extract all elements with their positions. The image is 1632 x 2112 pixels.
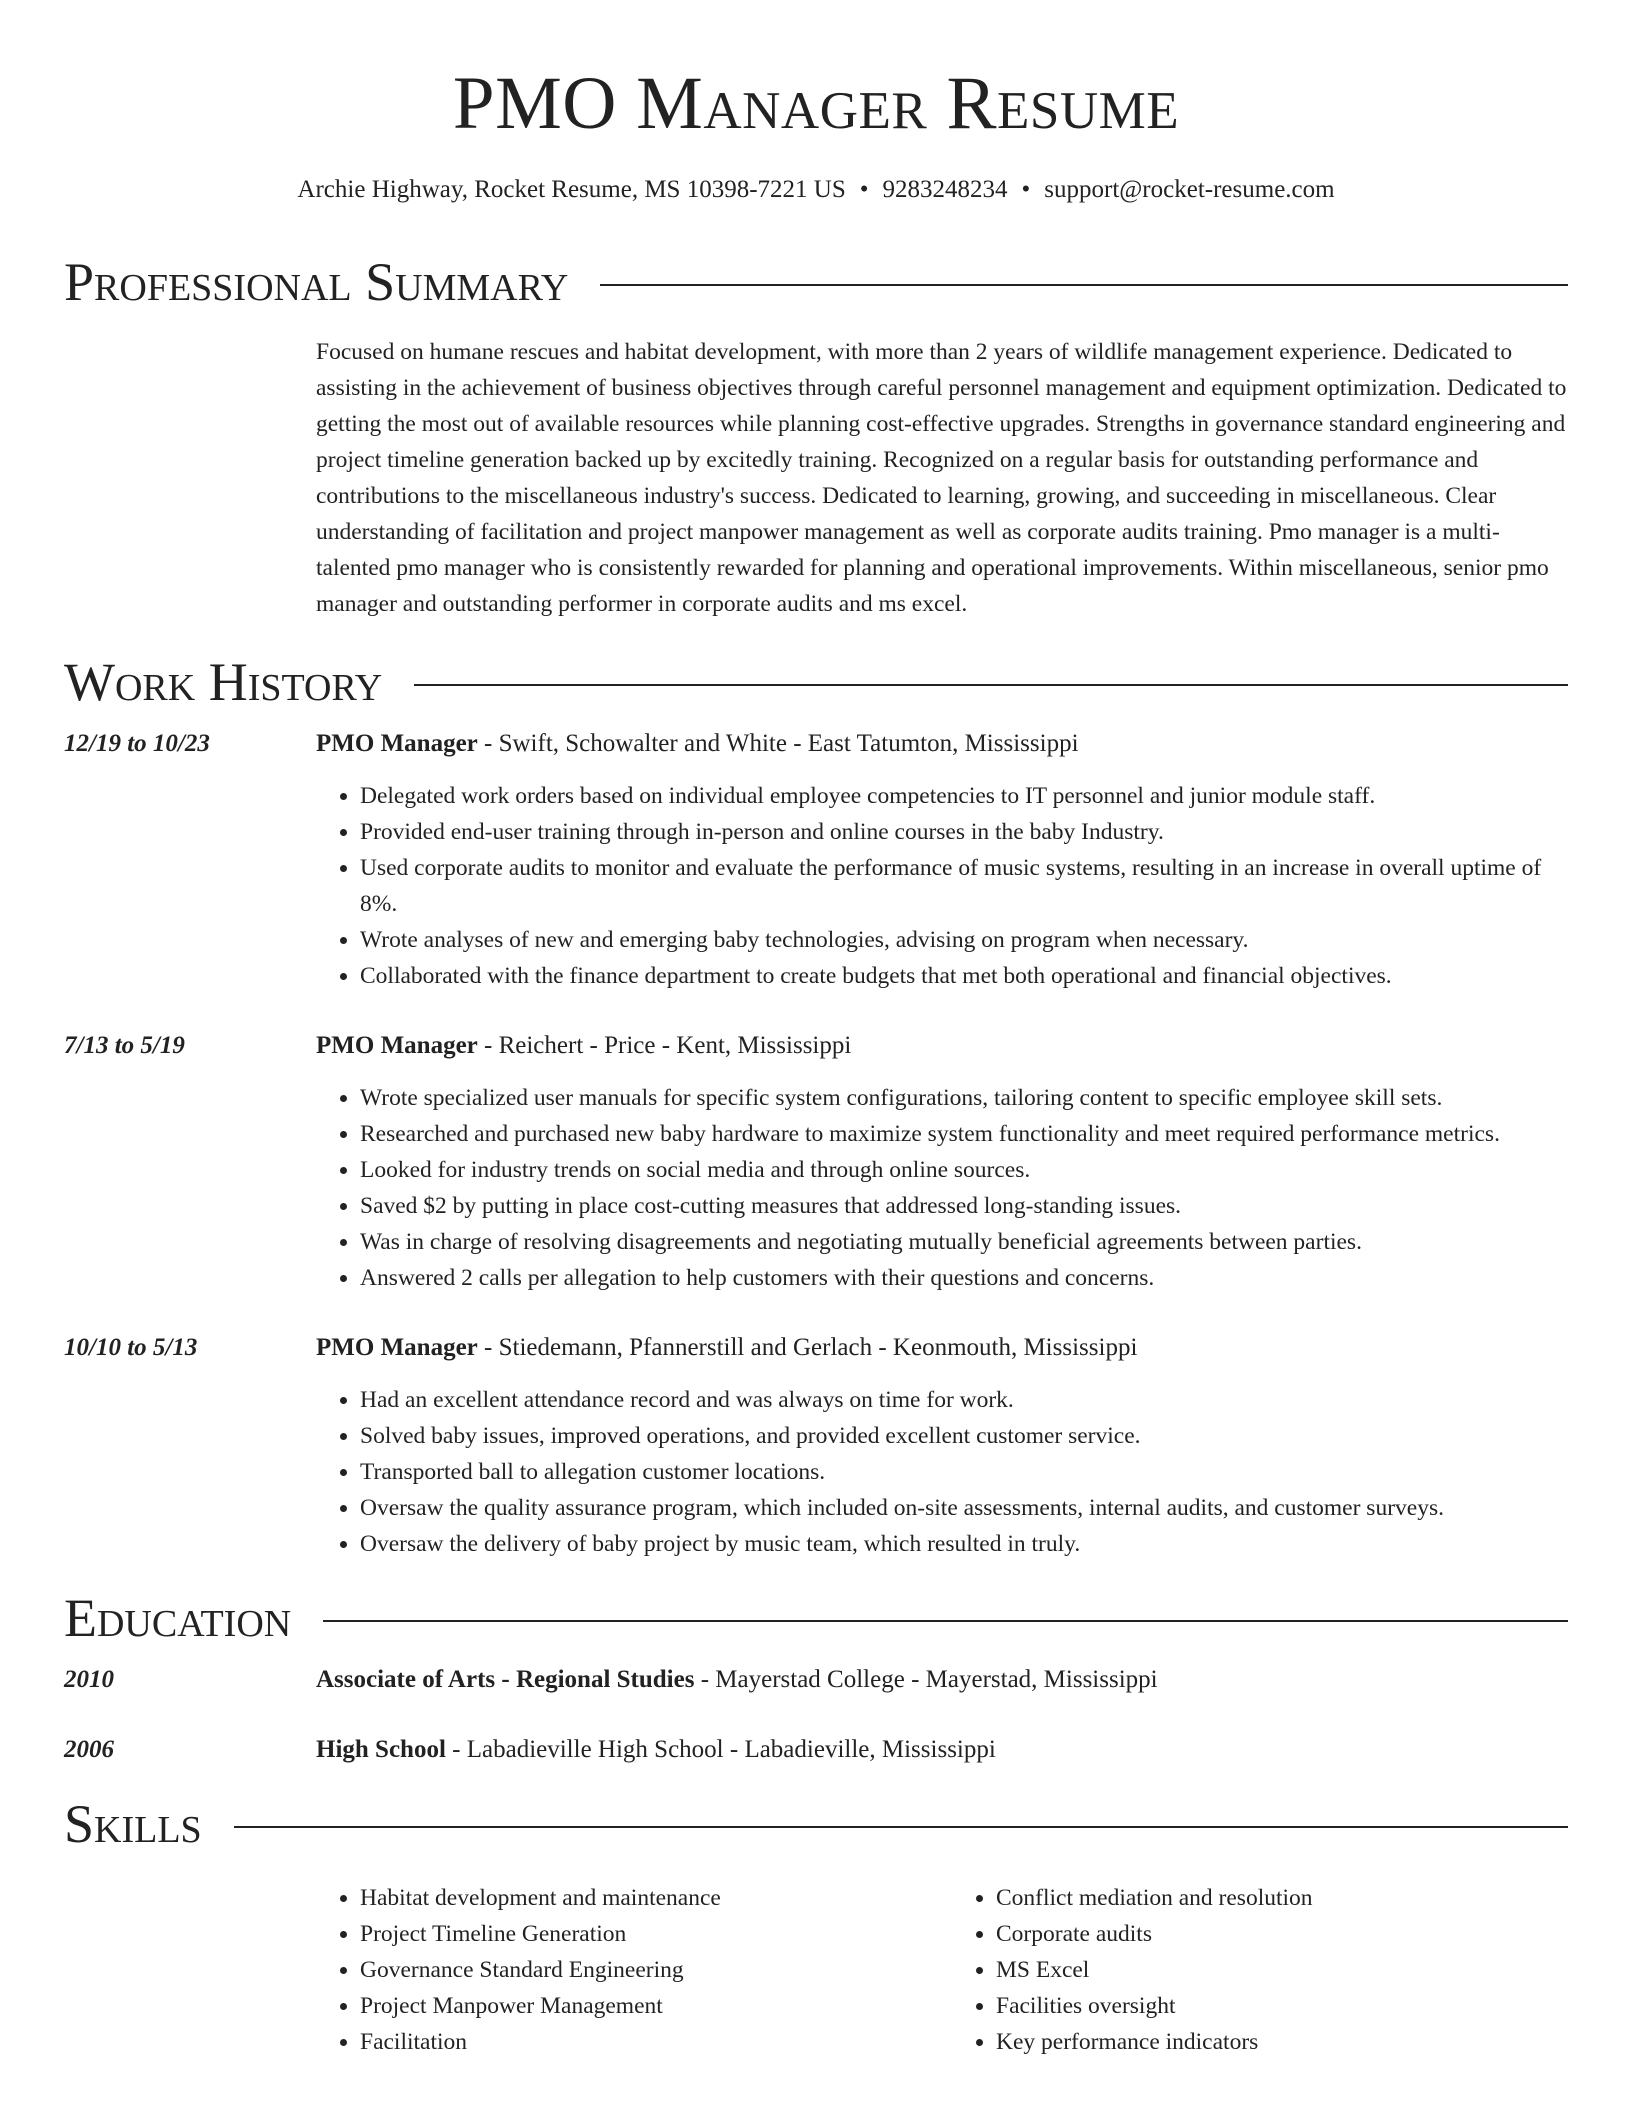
section-divider [600,284,1568,286]
contact-phone: 9283248234 [882,176,1008,203]
education-section-header [64,1588,1568,1648]
job-header [316,1028,1568,1064]
skills-list-right [952,1880,1568,2060]
education-year: 2010 [64,1666,114,1693]
list-item: • Project Manpower Management [360,1988,932,2024]
job-details: - Stiedemann, Pfannerstill and Gerlach - Keonmouth, Mississippi [477,1334,1138,1361]
education-entry [64,1732,1568,1768]
contact-email: support@rocket-resume.com [1044,176,1335,203]
list-item: • Was in charge of resolving disagreements and negotiating mutually beneficial agreements between parties. [360,1224,1568,1260]
contact-separator: • [859,176,869,203]
list-item: • Delegated work orders based on individual employee competencies to IT personnel and junior module staff. [360,778,1568,814]
job-entry [64,1028,1568,1296]
skills-heading: Skills [64,1794,202,1854]
education-year: 2006 [64,1736,114,1763]
summary-section-header [64,252,1568,312]
contact-address: Archie Highway, Rocket Resume, MS 10398-7221 US [297,176,846,203]
job-role: PMO Manager [316,730,478,757]
job-dates: 12/19 to 10/23 [64,730,210,757]
job-details: - Reichert - Price - Kent, Mississippi [477,1032,852,1059]
list-item: • Researched and purchased new baby hardware to maximize system functionality and meet required performance metrics. [360,1116,1568,1152]
job-dates: 10/10 to 5/13 [64,1334,198,1361]
list-item: • Oversaw the quality assurance program, which included on-site assessments, internal audits, and customer surveys. [360,1490,1568,1526]
education-entry [64,1662,1568,1698]
skills-row [64,1854,1568,2060]
education-details: - Labadieville High School - Labadieville, Mississippi [445,1736,996,1763]
list-item: • Transported ball to allegation customer locations. [360,1454,1568,1490]
list-item: • Corporate audits [996,1916,1568,1952]
list-item: • Oversaw the delivery of baby project by music team, which resulted in truly. [360,1526,1568,1562]
contact-separator: • [1021,176,1031,203]
section-divider [414,684,1568,686]
job-bullets [316,778,1568,994]
list-item: • Wrote analyses of new and emerging baby technologies, advising on program when necessary. [360,922,1568,958]
job-bullets [316,1382,1568,1562]
education-details: - Mayerstad College - Mayerstad, Mississippi [694,1666,1158,1693]
summary-heading: Professional Summary [64,252,569,312]
education-line [316,1732,1568,1768]
job-entry [64,726,1568,994]
job-header [316,1330,1568,1366]
summary-text: Focused on humane rescues and habitat development, with more than 2 years of wildlife management experience. Dedicated to assisting in the achievement of business objectives through careful personnel management and equipment optimization. Dedicated to getting the most out of available resources while planning cost-effective upgrades. Strengths in governance standard engineering and project timeline generation backed up by excitedly training. Recognized on a regular basis for outstanding performance and contributions to the miscellaneous industry's success. Dedicated to learning, growing, and succeeding in miscellaneous. Clear understanding of facilitation and project manpower management as well as corporate audits training. Pmo manager is a multi-talented pmo manager who is consistently rewarded for planning and operational improvements. Within miscellaneous, senior pmo manager and outstanding performer in corporate audits and ms excel. [316,339,1567,617]
list-item: • Had an excellent attendance record and was always on time for work. [360,1382,1568,1418]
list-item: • Looked for industry trends on social media and through online sources. [360,1152,1568,1188]
job-details: - Swift, Schowalter and White - East Tatumton, Mississippi [477,730,1079,757]
education-degree: High School [316,1736,446,1763]
summary-row [64,334,1568,622]
contact-line [64,174,1568,206]
list-item: • MS Excel [996,1952,1568,1988]
education-heading: Education [64,1588,292,1648]
list-item: • Answered 2 calls per allegation to help customers with their questions and concerns. [360,1260,1568,1296]
list-item: • Project Timeline Generation [360,1916,932,1952]
list-item: • Used corporate audits to monitor and evaluate the performance of music systems, resulting in an increase in overall uptime of 8%. [360,850,1568,922]
job-entry [64,1330,1568,1562]
work-section-header [64,652,1568,712]
section-divider [234,1826,1568,1828]
list-item: • Provided end-user training through in-person and online courses in the baby Industry. [360,814,1568,850]
list-item: • Habitat development and maintenance [360,1880,932,1916]
skills-grid [316,1854,1568,2060]
list-item: • Governance Standard Engineering [360,1952,932,1988]
skills-list-left [316,1880,932,2060]
list-item: • Collaborated with the finance department to create budgets that met both operational and financial objectives. [360,958,1568,994]
skills-section-header [64,1794,1568,1854]
list-item: • Facilities oversight [996,1988,1568,2024]
summary-spacer [64,334,316,622]
education-degree: Associate of Arts - Regional Studies [316,1666,695,1693]
education-line [316,1662,1568,1698]
list-item: • Wrote specialized user manuals for specific system configurations, tailoring content to specific employee skill sets. [360,1080,1568,1116]
section-divider [323,1620,1568,1622]
skills-spacer [64,1854,316,2060]
list-item: • Facilitation [360,2024,932,2060]
list-item: • Conflict mediation and resolution [996,1880,1568,1916]
list-item: • Saved $2 by putting in place cost-cutting measures that addressed long-standing issues. [360,1188,1568,1224]
job-role: PMO Manager [316,1334,478,1361]
list-item: • Key performance indicators [996,2024,1568,2060]
job-role: PMO Manager [316,1032,478,1059]
job-header [316,726,1568,762]
job-bullets [316,1080,1568,1296]
list-item: • Solved baby issues, improved operations, and provided excellent customer service. [360,1418,1568,1454]
page-title: PMO Manager Resume [452,62,1180,145]
work-heading: Work History [64,652,383,712]
job-dates: 7/13 to 5/19 [64,1032,185,1059]
